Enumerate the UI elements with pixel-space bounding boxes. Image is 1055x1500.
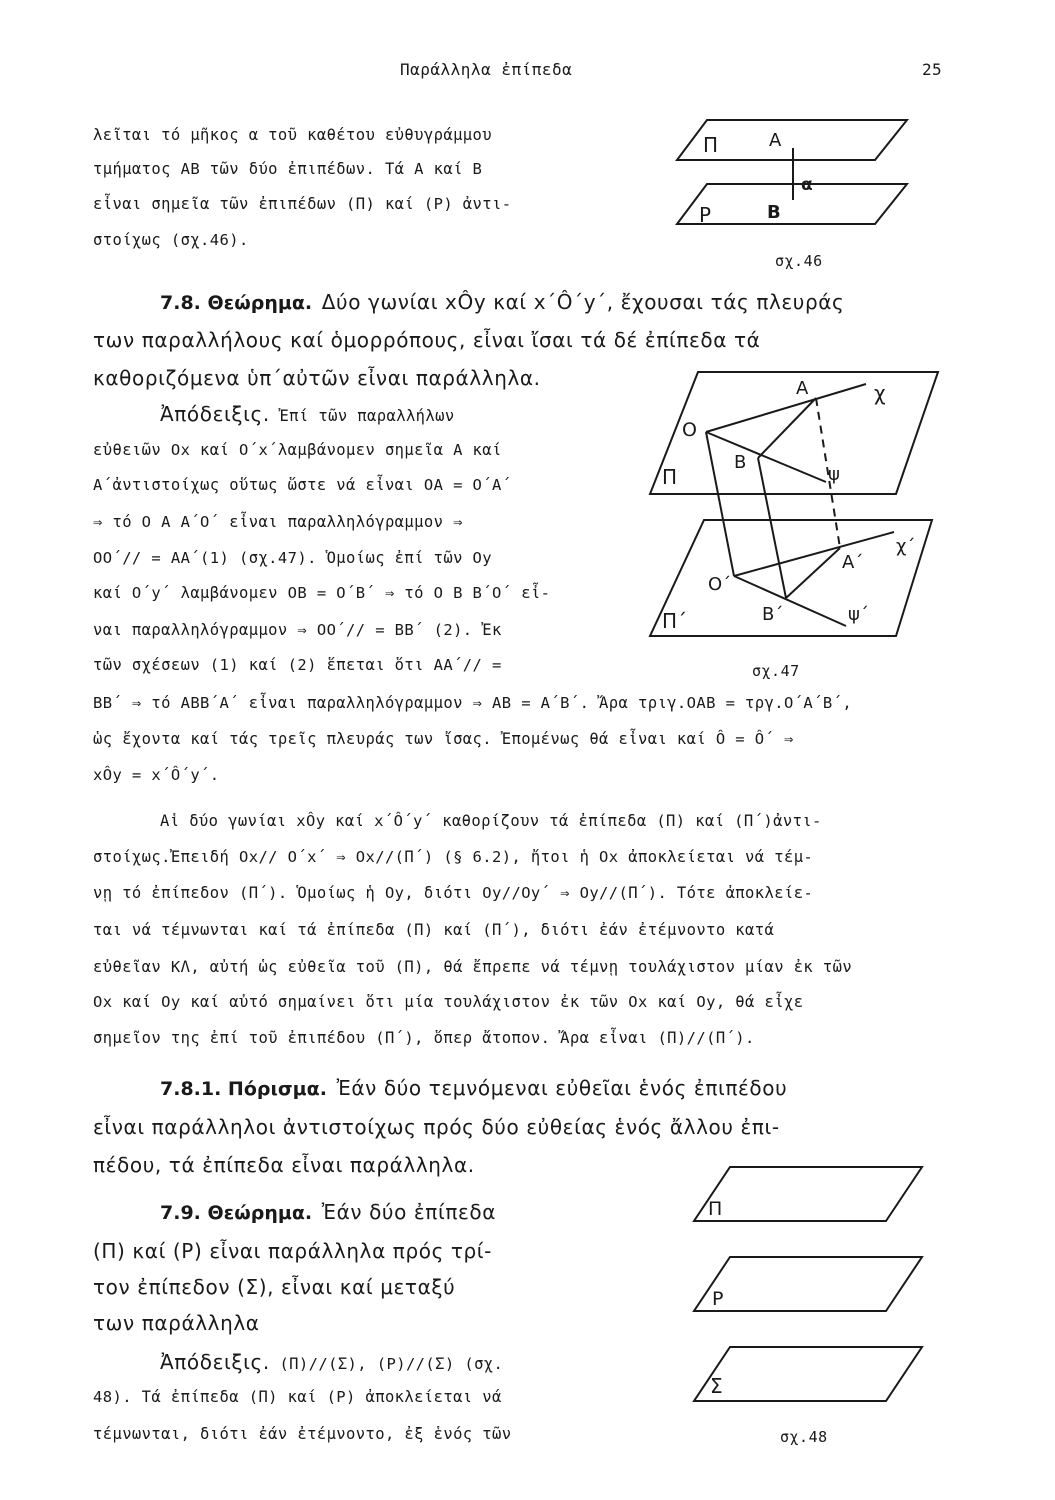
corollary-7-8-1-line-1 xyxy=(160,1076,787,1100)
intro-line-1: λεῖται τό μῆκος α τοῦ καθέτου εὐθυγράμμου xyxy=(93,126,493,144)
fig48-caption: σχ.48 xyxy=(780,1428,828,1446)
fig47-label-pi: Π xyxy=(662,465,678,489)
theorem-7-9-text-1: Ἐάν δύο ἐπίπεδα xyxy=(321,1200,496,1224)
fig47-label-b2: B΄ xyxy=(762,604,784,625)
corollary-7-8-1-number: 7.8.1. Πόρισμα. xyxy=(160,1078,327,1100)
fig46-label-b: B xyxy=(767,202,781,223)
proof-7-8-line-9: BB΄ ⇒ τό ABB΄A΄ εἶναι παραλληλόγραμμον ⇒ AB = A΄B΄. Ἄρα τριγ.OAB = τργ.O΄A΄B΄, xyxy=(93,694,853,712)
proof-7-8-line-11: xÔy = x΄Ô΄y΄. xyxy=(93,766,220,784)
intro-line-4: στοίχως (σχ.46). xyxy=(93,231,249,249)
proof-7-9-text-1: (Π)//(Σ), (P)//(Σ) (σχ. xyxy=(279,1355,504,1373)
para2-line-7: σημεῖον της ἐπί τοῦ ἐπιπέδου (Π΄), ὅπερ ἄτοπον. Ἄρα εἶναι (Π)//(Π΄). xyxy=(93,1029,755,1047)
para2-line-1: Αἱ δύο γωνίαι xÔy καί x΄Ô΄y΄ καθορίζουν τά ἐπίπεδα (Π) καί (Π΄)ἀντι- xyxy=(160,812,822,830)
fig47-label-a: A xyxy=(796,378,809,399)
fig47-label-psi2: ψ΄ xyxy=(848,604,869,625)
fig46-label-a: A xyxy=(769,130,782,151)
figure-46 xyxy=(675,118,915,248)
proof-7-9-line-2: 48). Τά ἐπίπεδα (Π) καί (P) ἀποκλείεται νά xyxy=(93,1388,502,1406)
fig46-label-pi: Π xyxy=(703,133,719,157)
fig47-ray-ox xyxy=(706,384,866,432)
proof-7-8-line-6: καί O΄y΄ λαμβάνομεν OB = O΄B΄ ⇒ τό O B B΄O΄ εἶ- xyxy=(93,584,551,602)
proof-7-8-heading: Ἀπόδειξις. xyxy=(160,402,270,426)
fig47-ray-o2y2 xyxy=(734,576,846,626)
proof-7-8-line-3: A΄ἀντιστοίχως οὕτως ὥστε νά εἶναι OA = O΄A΄ xyxy=(93,476,512,494)
theorem-7-9-line-1 xyxy=(160,1200,496,1224)
fig48-label-p: P xyxy=(712,1288,724,1310)
para2-line-2: στοίχως.Ἐπειδή Ox// O΄x΄ ⇒ Ox//(Π΄) (§ 6.2), ἤτοι ἡ Ox ἀποκλείεται νά τέμ- xyxy=(93,848,814,866)
fig47-label-psi: ψ xyxy=(828,464,840,485)
fig47-label-b: B xyxy=(734,452,747,473)
proof-7-8-line-10: ὡς ἔχοντα καί τάς τρεῖς πλευράς των ἴσας. Ἐπομένως θά εἶναι καί Ô = Ô΄ ⇒ xyxy=(93,730,794,748)
theorem-7-9-line-3: τον ἐπίπεδον (Σ), εἶναι καί μεταξύ xyxy=(93,1275,456,1299)
theorem-7-8-line-2: των παραλλήλους καί ὁμορρόπους, εἶναι ἴσαι τά δέ ἐπίπεδα τά xyxy=(93,328,761,352)
proof-7-8-line-5: OO΄// = AA΄(1) (σχ.47). Ὁμοίως ἐπί τῶν Oy xyxy=(93,549,493,567)
theorem-7-8-text-1: Δύο γωνίαι xÔy καί x΄Ô΄y΄, ἔχουσαι τάς πλευράς xyxy=(321,290,845,314)
fig46-caption: σχ.46 xyxy=(775,252,823,270)
proof-7-8-line-7: ναι παραλληλόγραμμον ⇒ OO΄// = BB΄ (2). Ἐκ xyxy=(93,621,502,639)
proof-7-9-line-1 xyxy=(160,1350,503,1374)
theorem-7-9-line-4: των παράλληλα xyxy=(93,1311,260,1335)
corollary-7-8-1-line-3: πέδου, τά ἐπίπεδα εἶναι παράλληλα. xyxy=(93,1153,475,1177)
fig48-plane-pi xyxy=(694,1167,922,1221)
proof-7-8-line-4: ⇒ τό O A A΄O΄ εἶναι παραλληλόγραμμον ⇒ xyxy=(93,513,463,531)
fig48-plane-p xyxy=(694,1257,922,1311)
running-header: Παράλληλα ἐπίπεδα xyxy=(400,60,573,79)
fig47-label-pi-prime: Π΄ xyxy=(662,609,688,633)
intro-line-2: τμήματος AB τῶν δύο ἐπιπέδων. Τά A καί B xyxy=(93,160,483,178)
para2-line-6: Ox καί Oy καί αὐτό σημαίνει ὅτι μία τουλάχιστον ἐκ τῶν Ox καί Oy, θά εἶχε xyxy=(93,993,804,1011)
figure-47 xyxy=(648,370,938,670)
fig47-plane-pi-prime xyxy=(650,520,932,636)
page-number: 25 xyxy=(922,60,943,79)
fig48-plane-sigma xyxy=(694,1347,922,1401)
theorem-7-8-line-1 xyxy=(160,290,844,314)
fig47-ray-oy xyxy=(706,432,826,482)
proof-7-8-line-8: τῶν σχέσεων (1) καί (2) ἕπεται ὅτι AA΄// = xyxy=(93,656,502,674)
para2-line-5: εὐθεῖαν KΛ, αὐτή ὡς εὐθεῖα τοῦ (Π), θά ἔπρεπε νά τέμνῃ τουλάχιστον μίαν ἐκ τῶν xyxy=(93,958,853,976)
para2-line-3: νῃ τό ἐπίπεδον (Π΄). Ὁμοίως ἡ Oy, διότι Oy//Oy΄ ⇒ Oy//(Π΄). Τότε ἀποκλείε- xyxy=(93,884,814,902)
proof-7-8-text-1: Ἐπί τῶν παραλλήλων xyxy=(279,407,455,425)
fig46-label-p: P xyxy=(699,203,712,227)
fig48-label-pi: Π xyxy=(708,1198,723,1220)
figure-48 xyxy=(690,1165,930,1425)
fig47-label-x: χ xyxy=(874,381,886,405)
fig47-caption: σχ.47 xyxy=(752,662,800,680)
corollary-7-8-1-line-2: εἶναι παράλληλοι ἀντιστοίχως πρός δύο εὐθείας ἑνός ἄλλου ἐπι- xyxy=(93,1115,780,1139)
fig47-segment-oo2 xyxy=(706,432,734,576)
fig48-label-sigma: Σ xyxy=(710,1374,723,1398)
fig47-label-o2: O΄ xyxy=(708,574,732,595)
fig47-label-x2: χ΄ xyxy=(896,536,916,557)
proof-7-8-line-1 xyxy=(160,402,455,426)
proof-7-9-line-3: τέμνωνται, διότι ἐάν ἐτέμνοντο, ἐξ ἑνός τῶν xyxy=(93,1425,512,1443)
theorem-7-8-number: 7.8. Θεώρημα. xyxy=(160,292,313,314)
intro-line-3: εἶναι σημεῖα τῶν ἐπιπέδων (Π) καί (P) ἀντι- xyxy=(93,195,512,213)
fig46-label-alpha: α xyxy=(801,175,813,195)
theorem-7-9-number: 7.9. Θεώρημα. xyxy=(160,1202,313,1224)
fig47-ray-o2x2 xyxy=(734,532,894,576)
fig47-segment-bb2 xyxy=(758,458,786,598)
theorem-7-9-line-2: (Π) καί (P) εἶναι παράλληλα πρός τρί- xyxy=(93,1239,492,1263)
fig47-label-o: O xyxy=(682,419,697,441)
corollary-7-8-1-text-1: Ἐάν δύο τεμνόμεναι εὐθεῖαι ἑνός ἐπιπέδου xyxy=(336,1076,788,1100)
fig47-segment-a2b2 xyxy=(786,548,840,598)
fig47-label-a2: A΄ xyxy=(842,552,864,573)
proof-7-9-heading: Ἀπόδειξις. xyxy=(160,1350,270,1374)
proof-7-8-line-2: εὐθειῶν Ox καί O΄x΄λαμβάνομεν σημεῖα A καί xyxy=(93,441,502,459)
para2-line-4: ται νά τέμνωνται καί τά ἐπίπεδα (Π) καί (Π΄), διότι ἐάν ἐτέμνοντο κατά xyxy=(93,921,775,939)
theorem-7-8-line-3: καθοριζόμενα ὑπ΄αὐτῶν εἶναι παράλληλα. xyxy=(93,366,541,390)
